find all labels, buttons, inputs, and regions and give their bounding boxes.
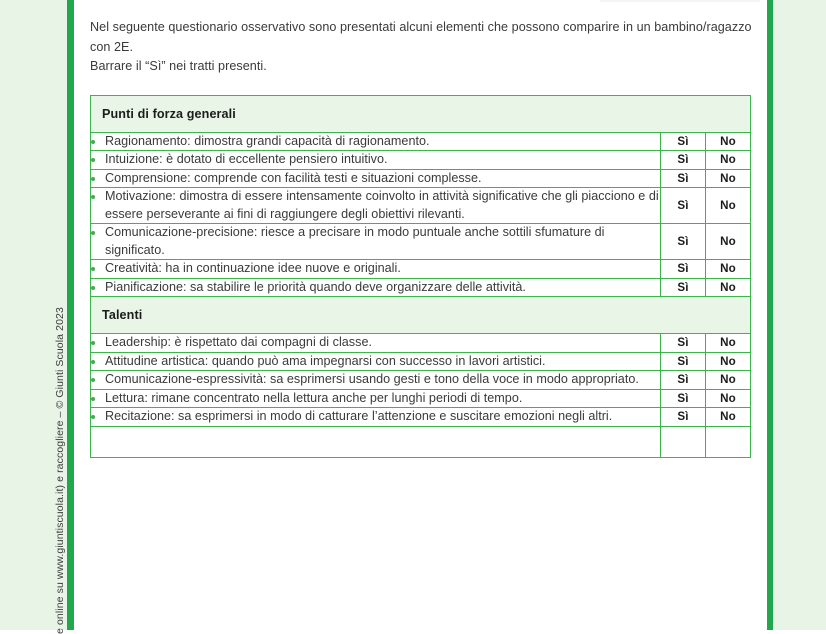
intro-block — [90, 0, 752, 77]
answer-yes-cell[interactable]: Sì — [661, 151, 706, 170]
question-text-cell — [91, 334, 661, 353]
question-text-cell — [91, 352, 661, 371]
answer-no-cell[interactable]: No — [706, 371, 751, 390]
question-text-cell — [91, 132, 661, 151]
question-row-inner — [91, 353, 660, 371]
answer-no-cell[interactable]: No — [706, 188, 751, 224]
question-row — [91, 224, 751, 260]
bullet-icon — [91, 360, 95, 364]
bullet-icon — [91, 177, 95, 181]
questionnaire-body — [91, 95, 751, 457]
question-text-cell — [91, 169, 661, 188]
question-text-cell — [91, 151, 661, 170]
question-text-cell — [91, 408, 661, 427]
answer-no-cell[interactable]: No — [706, 389, 751, 408]
answer-yes-cell[interactable]: Sì — [661, 169, 706, 188]
question-text: Intuizione: è dotato di eccellente pensiero intuitivo. — [105, 152, 388, 166]
answer-no-cell[interactable]: No — [706, 408, 751, 427]
answer-no-cell[interactable]: No — [706, 352, 751, 371]
question-row — [91, 389, 751, 408]
left-margin-tint — [0, 0, 67, 630]
answer-no-cell[interactable]: No — [706, 334, 751, 353]
question-row-inner — [91, 224, 660, 259]
section-title: Punti di forza generali — [102, 106, 236, 121]
question-text-cell — [91, 426, 661, 457]
right-green-rule — [767, 0, 773, 630]
question-text-cell — [91, 389, 661, 408]
question-row-inner — [91, 334, 660, 352]
question-text: Leadership: è rispettato dai compagni di classe. — [105, 335, 372, 349]
answer-no-cell[interactable]: No — [706, 260, 751, 279]
answer-yes-cell[interactable]: Sì — [661, 224, 706, 260]
question-text-cell — [91, 278, 661, 297]
section-header-cell — [91, 297, 751, 334]
copyright-text: e online su www.giuntiscuola.it) e raccogliere – © Giunti Scuola 2023 — [54, 307, 66, 634]
question-text-cell — [91, 371, 661, 390]
question-row-inner — [91, 260, 660, 278]
section-header-cell — [91, 95, 751, 132]
question-row — [91, 132, 751, 151]
answer-no-cell[interactable] — [706, 426, 751, 457]
left-green-rule — [67, 0, 74, 630]
section-title: Talenti — [102, 308, 143, 322]
section-header-row — [91, 95, 751, 132]
question-text: Attitudine artistica: quando può ama impegnarsi con successo in lavori artistici. — [105, 353, 546, 368]
answer-yes-cell[interactable]: Sì — [661, 334, 706, 353]
question-text-cell — [91, 224, 661, 260]
bullet-icon — [91, 397, 95, 401]
intro-line-1: Nel seguente questionario osservativo sono presentati alcuni elementi che possono comparire in un bambino/ragazzo con 2E. — [90, 20, 752, 54]
answer-yes-cell[interactable]: Sì — [661, 352, 706, 371]
question-text: Comunicazione-espressività: sa esprimersi usando gesti e tono della voce in modo appropriato. — [105, 372, 639, 386]
question-row — [91, 371, 751, 390]
answer-yes-cell[interactable]: Sì — [661, 188, 706, 224]
question-row-inner — [91, 390, 660, 408]
question-row — [91, 352, 751, 371]
answer-yes-cell[interactable]: Sì — [661, 132, 706, 151]
question-row-inner — [91, 170, 660, 188]
answer-yes-cell[interactable] — [661, 426, 706, 457]
answer-yes-cell[interactable]: Sì — [661, 371, 706, 390]
question-text: Recitazione: sa esprimersi in modo di catturare l’attenzione e suscitare emozioni negli altri. — [105, 409, 613, 423]
question-row — [91, 334, 751, 353]
answer-no-cell[interactable]: No — [706, 169, 751, 188]
question-text: Creatività: ha in continuazione idee nuove e originali. — [105, 261, 401, 275]
intro-line-2: Barrare il “Sì” nei tratti presenti. — [90, 59, 267, 73]
bullet-icon — [91, 267, 95, 271]
questionnaire-table — [90, 95, 751, 458]
question-row-inner — [91, 371, 660, 389]
answer-yes-cell[interactable]: Sì — [661, 389, 706, 408]
right-margin-tint — [773, 0, 826, 630]
answer-yes-cell[interactable]: Sì — [661, 260, 706, 279]
bullet-icon — [91, 341, 95, 345]
bullet-icon — [91, 140, 95, 144]
question-row — [91, 188, 751, 224]
question-row — [91, 278, 751, 297]
question-text: Ragionamento: dimostra grandi capacità di ragionamento. — [105, 133, 430, 148]
content-column — [90, 0, 752, 630]
question-text: Lettura: rimane concentrato nella lettura anche per lunghi periodi di tempo. — [105, 390, 523, 405]
bullet-icon — [91, 195, 95, 199]
answer-yes-cell[interactable]: Sì — [661, 278, 706, 297]
question-text-cell — [91, 260, 661, 279]
question-row-inner — [91, 408, 660, 426]
section-header-row — [91, 297, 751, 334]
bullet-icon — [91, 231, 95, 235]
answer-no-cell[interactable]: No — [706, 132, 751, 151]
bullet-icon — [91, 415, 95, 419]
question-row — [91, 169, 751, 188]
question-row — [91, 151, 751, 170]
answer-no-cell[interactable]: No — [706, 151, 751, 170]
question-row — [91, 408, 751, 427]
question-row-inner — [91, 279, 660, 297]
bullet-icon — [91, 158, 95, 162]
question-row-inner — [91, 151, 660, 169]
question-row — [91, 260, 751, 279]
question-row-inner — [91, 133, 660, 151]
question-text: Motivazione: dimostra di essere intensamente coinvolto in attività significative che gli piacciono e di essere perseverante ai fini di raggiungere degli obiettivi rilevanti. — [105, 189, 659, 221]
question-text: Comunicazione-precisione: riesce a precisare in modo puntuale anche sottili sfumature di significato. — [105, 225, 605, 257]
question-text-cell — [91, 188, 661, 224]
question-row-inner — [91, 188, 660, 223]
question-text: Comprensione: comprende con facilità testi e situazioni complesse. — [105, 170, 482, 185]
question-row-clipped — [91, 426, 751, 457]
bullet-icon — [91, 286, 95, 290]
answer-no-cell[interactable]: No — [706, 278, 751, 297]
bullet-icon — [91, 378, 95, 382]
question-text: Pianificazione: sa stabilire le priorità quando deve organizzare delle attività. — [105, 279, 526, 294]
answer-yes-cell[interactable]: Sì — [661, 408, 706, 427]
answer-no-cell[interactable]: No — [706, 224, 751, 260]
